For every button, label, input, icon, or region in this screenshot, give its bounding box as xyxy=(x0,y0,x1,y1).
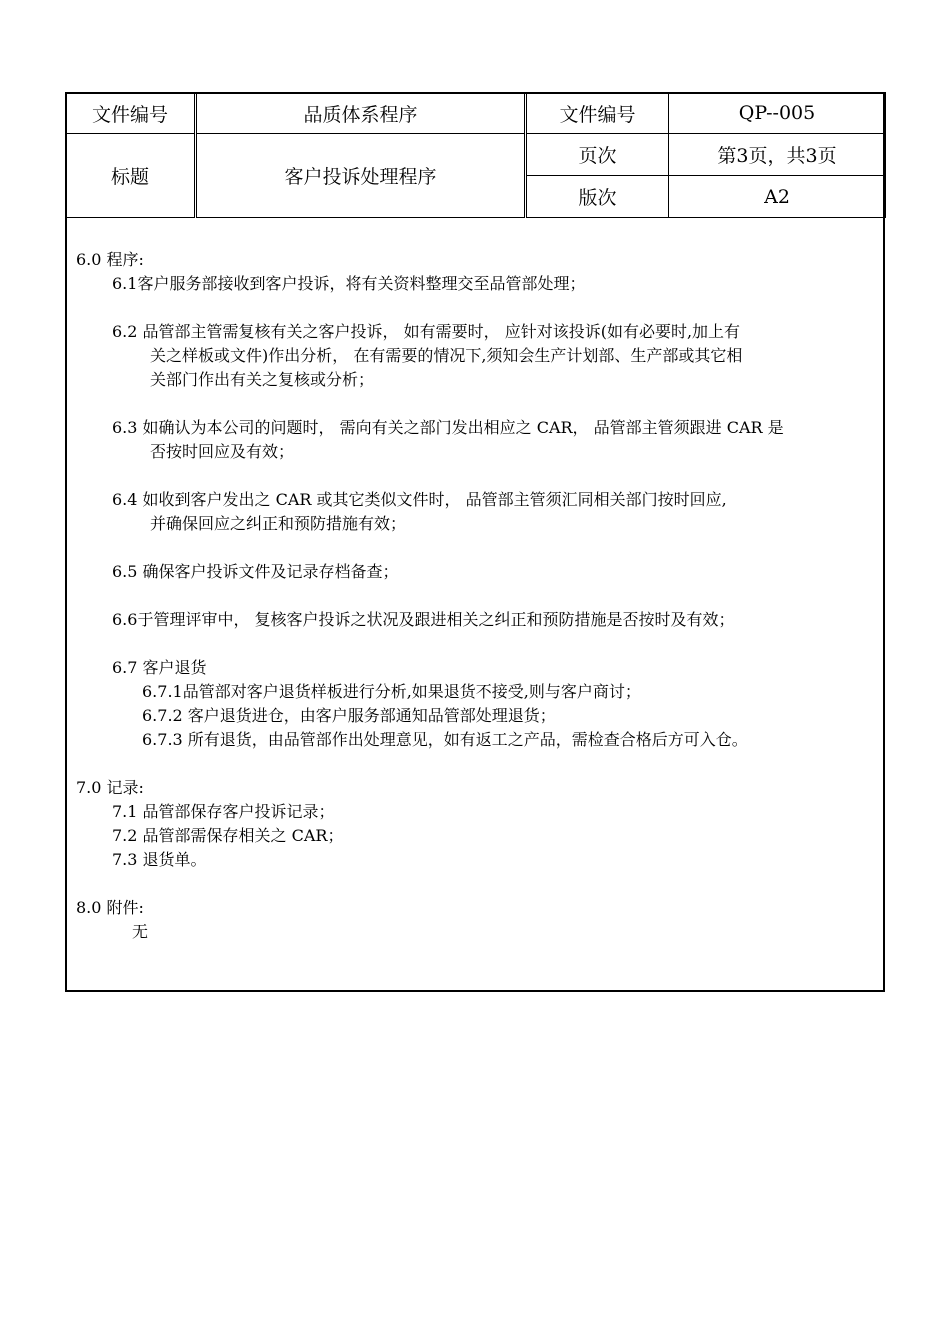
section-8-heading: 8.0 附件: xyxy=(76,898,144,917)
title-label: 标题 xyxy=(66,134,196,218)
header-table xyxy=(65,92,886,218)
section-7-heading: 7.0 记录: xyxy=(76,778,144,797)
version-label: 版次 xyxy=(526,176,669,218)
item-6-7: 6.7 客户退货 xyxy=(112,658,207,677)
item-6-5: 6.5 确保客户投诉文件及记录存档备查； xyxy=(112,562,399,581)
version-value: A2 xyxy=(669,176,886,218)
item-6-7-2: 6.7.2 客户退货进仓，由客户服务部通知品管部处理退货； xyxy=(142,706,556,725)
item-6-1: 6.1客户服务部接收到客户投诉，将有关资料整理交至品管部处理； xyxy=(112,274,586,293)
doc-no-label: 文件编号 xyxy=(66,93,196,134)
item-6-4-line-1: 6.4 如收到客户发出之 CAR 或其它类似文件时， 品管部主管须汇同相关部门按时回应, xyxy=(112,490,727,509)
item-6-2-line-2: 关之样板或文件)作出分析， 在有需要的情况下,须知会生产计划部、生产部或其它相 xyxy=(150,346,743,365)
section-6-heading: 6.0 程序: xyxy=(76,250,144,269)
item-7-1: 7.1 品管部保存客户投诉记录； xyxy=(112,802,335,821)
item-7-3: 7.3 退货单。 xyxy=(112,850,207,869)
doc-no-label-2: 文件编号 xyxy=(526,93,669,134)
attachment-none: 无 xyxy=(132,922,149,941)
page-label: 页次 xyxy=(526,134,669,176)
item-6-3-line-2: 否按时回应及有效； xyxy=(150,442,295,461)
item-7-2: 7.2 品管部需保存相关之 CAR； xyxy=(112,826,344,845)
item-6-3-line-1: 6.3 如确认为本公司的问题时， 需向有关之部门发出相应之 CAR， 品管部主管须跟进 CAR 是 xyxy=(112,418,784,437)
item-6-6: 6.6于管理评审中， 复核客户投诉之状况及跟进相关之纠正和预防措施是否按时及有效； xyxy=(112,610,735,629)
item-6-7-3: 6.7.3 所有退货，由品管部作出处理意见，如有返工之产品，需检查合格后方可入仓。 xyxy=(142,730,748,749)
item-6-2-line-3: 关部门作出有关之复核或分析； xyxy=(150,370,375,389)
item-6-4-line-2: 并确保回应之纠正和预防措施有效； xyxy=(150,514,407,533)
page-value: 第3页，共3页 xyxy=(669,134,886,176)
procedure-body xyxy=(76,248,881,944)
doc-no-value: QP--005 xyxy=(669,93,886,134)
title-value: 客户投诉处理程序 xyxy=(196,134,526,218)
system-name: 品质体系程序 xyxy=(196,93,526,134)
item-6-7-1: 6.7.1品管部对客户退货样板进行分析,如果退货不接受,则与客户商讨； xyxy=(142,682,641,701)
item-6-2-line-1: 6.2 品管部主管需复核有关之客户投诉， 如有需要时， 应针对该投诉(如有必要时,加上有 xyxy=(112,322,741,341)
